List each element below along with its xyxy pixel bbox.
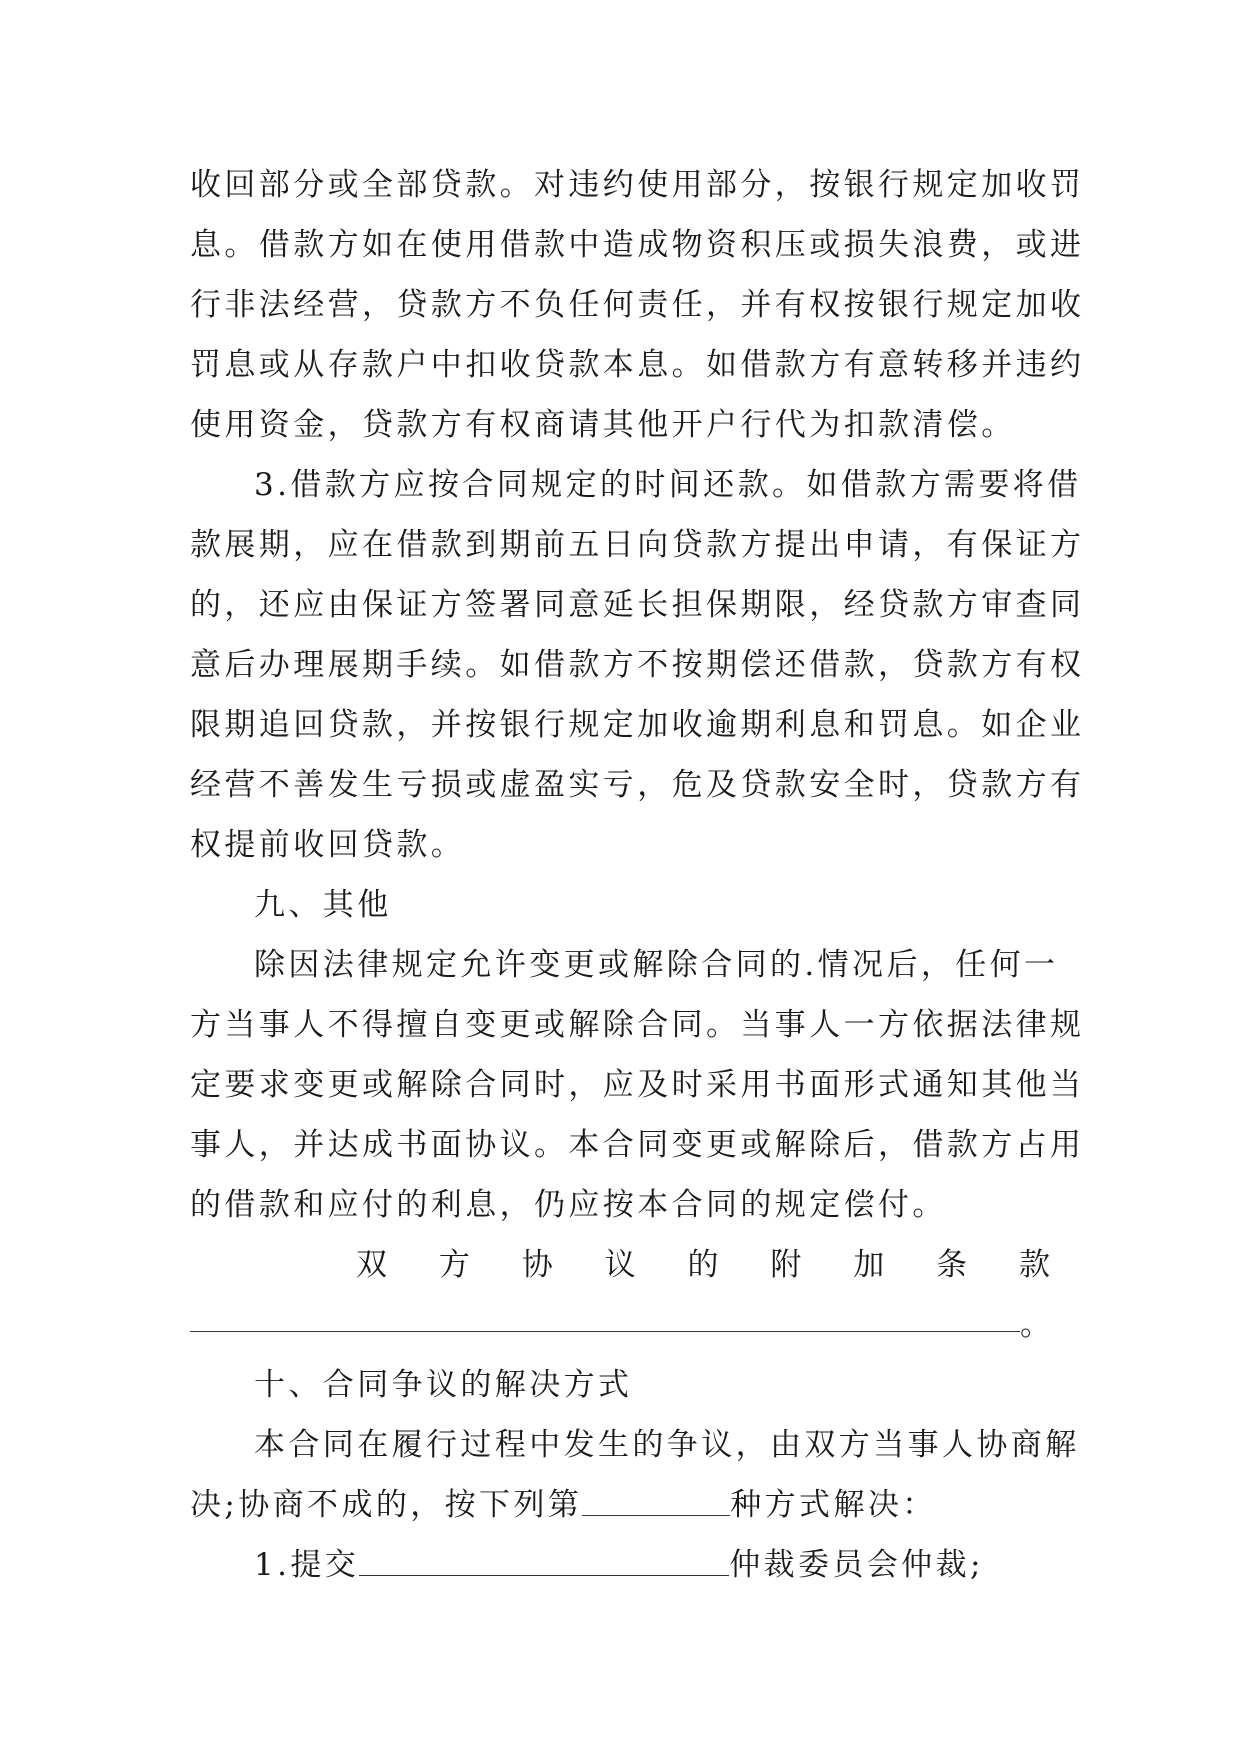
text-line: 限期追回贷款，并按银行规定加收逾期利息和罚息。如企业 <box>190 707 1085 743</box>
heading-char: 的 <box>687 1247 719 1283</box>
text-line: 定要求变更或解除合同时，应及时采用书面形式通知其他当 <box>190 1067 1085 1103</box>
text-line: 的，还应由保证方签署同意延长担保期限，经贷款方审查同 <box>190 587 1085 623</box>
option-1-suffix: 仲裁委员会仲裁; <box>729 1547 984 1583</box>
text-line: 使用资金，贷款方有权商请其他开户行代为扣款清偿。 <box>190 407 1016 443</box>
heading-char: 方 <box>438 1247 470 1283</box>
dispute-paragraph-line-1: 本合同在履行过程中发生的争议，由双方当事人协商解 <box>254 1427 1080 1463</box>
option-1-line <box>190 1535 1050 1595</box>
additional-terms-heading <box>190 1235 1050 1295</box>
method-number-blank <box>582 1475 730 1516</box>
text-line: 事人，并达成书面协议。本合同变更或解除后，借款方占用 <box>190 1127 1085 1163</box>
section-ten-title: 十、合同争议的解决方式 <box>254 1367 633 1403</box>
text-line: 的借款和应付的利息，仍应按本合同的规定偿付。 <box>190 1187 947 1223</box>
document-page <box>190 155 1085 1595</box>
blank-underline <box>190 1295 1020 1332</box>
text-line: 方当事人不得擅自变更或解除合同。当事人一方依据法律规 <box>190 1007 1085 1043</box>
heading-char: 条 <box>936 1247 968 1283</box>
heading-char: 双 <box>356 1247 387 1283</box>
dispute-line-2-prefix: 决;协商不成的，按下列第 <box>190 1487 583 1523</box>
option-1-prefix: 1.提交 <box>254 1547 360 1583</box>
additional-terms-blank-line <box>190 1295 1055 1355</box>
arbitration-committee-blank <box>359 1535 729 1576</box>
period-mark: 。 <box>1020 1307 1055 1343</box>
dispute-line-2-suffix: 种方式解决： <box>730 1487 937 1523</box>
text-line: 权提前收回贷款。 <box>190 827 466 863</box>
text-line: 款展期，应在借款到期前五日向贷款方提出申请，有保证方 <box>190 527 1085 563</box>
heading-char: 协 <box>521 1247 553 1283</box>
text-line: 罚息或从存款户中扣收贷款本息。如借款方有意转移并违约 <box>190 347 1085 383</box>
text-line: 行非法经营，贷款方不负任何责任，并有权按银行规定加收 <box>190 287 1085 323</box>
heading-char: 议 <box>604 1247 636 1283</box>
document-body <box>190 155 1085 1235</box>
text-line: 收回部分或全部贷款。对违约使用部分，按银行规定加收罚 <box>190 167 1085 203</box>
heading-char: 附 <box>770 1247 802 1283</box>
heading-char: 加 <box>853 1247 885 1283</box>
text-line: 九、其他 <box>254 887 392 923</box>
text-line: 经营不善发生亏损或虚盈实亏，危及贷款安全时，贷款方有 <box>190 767 1085 803</box>
text-line: 意后办理展期手续。如借款方不按期偿还借款，贷款方有权 <box>190 647 1085 683</box>
text-line: 3.借款方应按合同规定的时间还款。如借款方需要将借 <box>254 467 1082 503</box>
dispute-paragraph-line-2 <box>190 1475 1050 1535</box>
heading-char: 款 <box>1019 1247 1050 1283</box>
text-line: 息。借款方如在使用借款中造成物资积压或损失浪费，或进 <box>190 227 1085 263</box>
text-line: 除因法律规定允许变更或解除合同的.情况后，任何一 <box>254 947 1059 983</box>
